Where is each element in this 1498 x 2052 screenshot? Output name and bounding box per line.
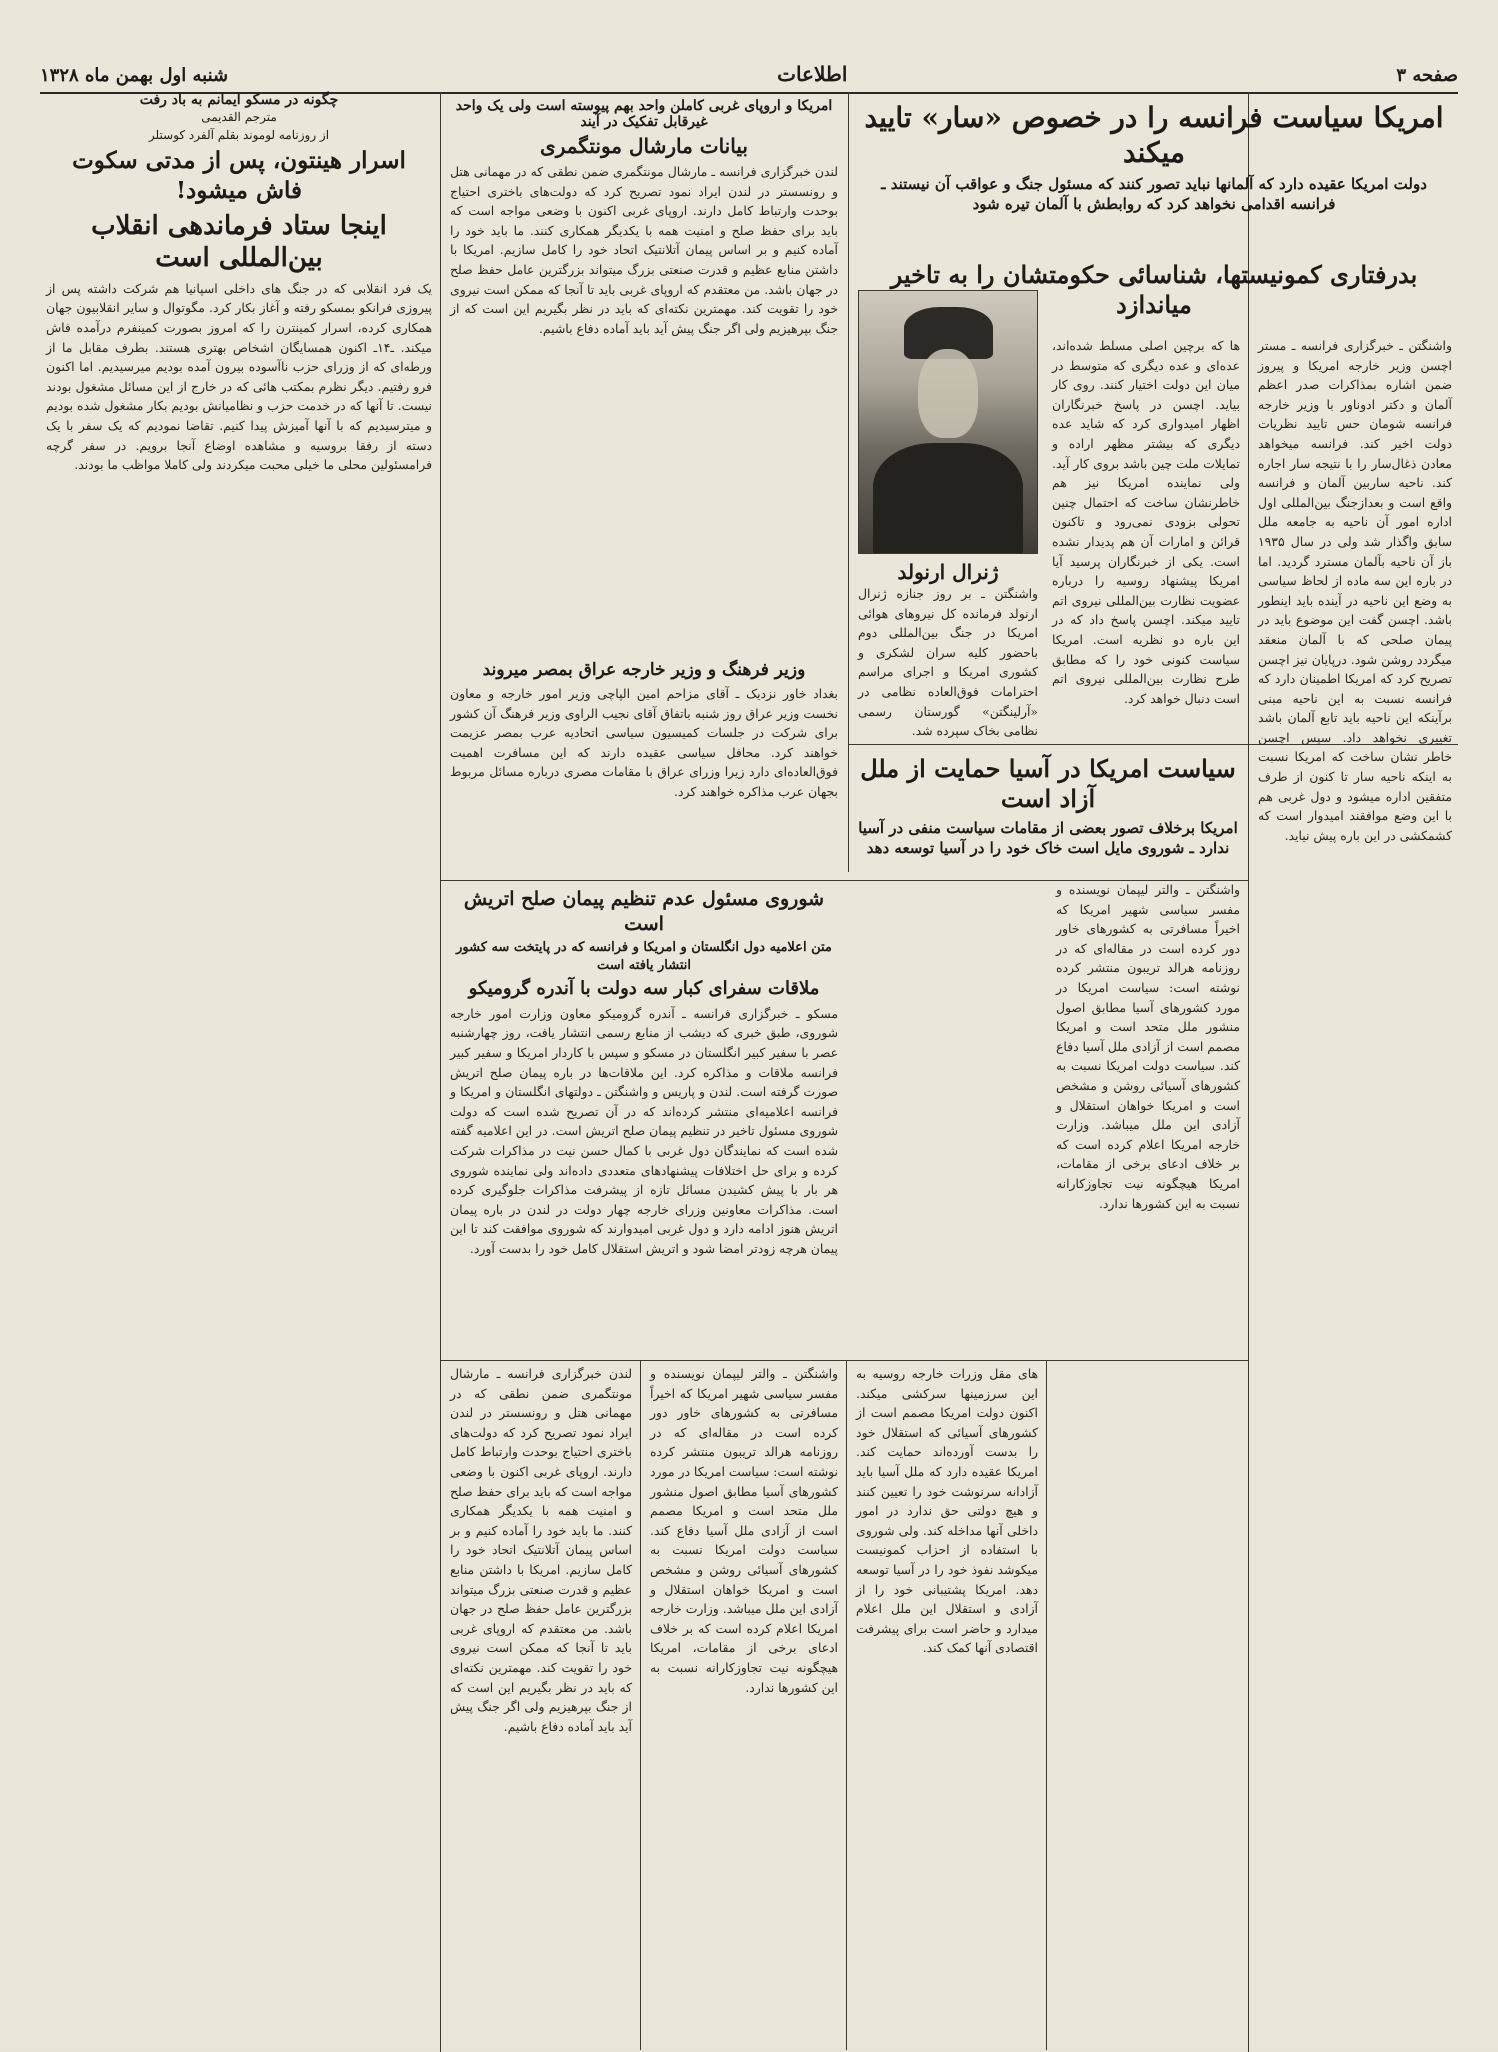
headline: امریکا سیاست فرانسه را در خصوص «سار» تایید میکند [864, 101, 1444, 169]
article-continuation [850, 1364, 1044, 2046]
kicker: چگونه در مسکو ایمانم به باد رفت [139, 92, 339, 108]
photo-caption-block [852, 560, 1044, 742]
photo-face [918, 349, 979, 438]
article-text: لندن خبرگزاری فرانسه ـ مارشال مونتگمری ضمن نطقی که در مهمانی هتل و رونسستر در لندن ایراد نمود تصریح کرد که دولت‌های باختری احتیاج بوحدت وارتباط کامل دارند. اروپای غربی اکنون با وضعی مواجه است که باید برای حفظ صلح و امنیت همه با یکدیگر همکاری کنند. ما باید خود را آماده کنیم و بر اساس پیمان آتلانتیک اتحاد خود را کامل سازیم. امریکا با داشتن منابع عظیم و قدرت صنعتی بزرگ میتواند بزرگترین عامل حفظ صلح در جهان باشد. من معتقدم که اروپای غربی باید تا آنجا که ممکن است نیروی خود را تقویت کند. مهمترین نکته‌ای که باید در نظر بگیریم این است که از جنگ بپرهیزیم ولی اگر جنگ پیش آید باید آماده دفاع باشیم. [450, 1366, 632, 1734]
article-asia-policy [850, 750, 1246, 878]
portrait-photo [858, 290, 1038, 554]
headline-secondary: ملاقات سفرای کبار سه دولت با آندره گرومیکو [468, 978, 820, 1000]
article-france-saar [850, 96, 1458, 256]
kicker: امریکا و اروپای غربی کاملن واحد بهم پیوسته است ولی یک واحد غیرقابل تفکیک در آیند [455, 98, 833, 130]
column-rule [1046, 1360, 1047, 2050]
article-body [1046, 336, 1246, 736]
article-text: واشنگتن ـ والتر لیپمان نویسنده و مفسر سیاسی شهیر امریکا که اخیراً مسافرتی به کشورهای خاور دور کرده است در مقاله‌ای که در روزنامه هرالد تریبون منتشر کرده نوشته است: سیاست امریکا در مورد کشورهای آسیا مطابق اصول منشور ملل متحد است و امریکا مصمم است از آزادی ملل آسیا دفاع کند. سیاست دولت امریکا نسبت به کشورهای آسیائی روشن و مشخص است و امریکا خواهان استقلال و آزادی این ملل میباشد. وزارت خارجه امریکا اعلام کرده است که بر خلاف ادعای برخی از مقامات، امریکا هیچگونه نیت تجاوزکارانه نسبت به این کشورها ندارد. [650, 1366, 838, 1695]
section-rule [848, 744, 1248, 745]
column-rule [640, 1360, 641, 2050]
article-montgomery [444, 96, 844, 656]
issue-date: شنبه اول بهمن ماه ۱۳۲۸ [40, 65, 229, 86]
column-rule [846, 1360, 847, 2050]
article-text: لندن خبرگزاری فرانسه ـ مارشال مونتگمری ضمن نطقی که در مهمانی هتل و رونسستر در لندن ایراد نمود تصریح کرد که دولت‌های باختری احتیاج بوحدت وارتباط کامل دارند. اروپای غربی اکنون با وضعی مواجه است که باید برای حفظ صلح و امنیت همه با یکدیگر همکاری کنند. ما باید خود را آماده کنیم و بر اساس پیمان آتلانتیک اتحاد خود را کامل سازیم. امریکا با داشتن منابع عظیم و قدرت صنعتی بزرگ میتواند بزرگترین عامل حفظ صلح در جهان باشد. من معتقدم که اروپای غربی باید تا آنجا که ممکن است نیروی خود را تقویت کند. مهمترین نکته‌ای که باید در نظر بگیریم این است که از جنگ بپرهیزیم ولی اگر جنگ پیش آید باید آماده دفاع باشیم. [450, 164, 838, 336]
article-text: واشنگتن ـ خبرگزاری فرانسه ـ مستر اچسن وزیر خارجه امریکا و پیروز ضمن اشاره بمذاکرات صدر اعظم آلمان و دکتر ادوناور با وزیر خارجه فرانسه شومان حس تایید نظریات دولت اخیر کند. فرانسه میخواهد معادن ذغال‌سار را با نتیجه سار اجاره کند. ناحیه ساربین آلمان و فرانسه واقع است و بعدازجنگ بین‌المللی اول اداره امور آن ناحیه به جامعه ملل سابق واگذار شد ولی در سال ۱۹۳۵ باز آن ناحیه بآلمان مسترد گردید. اما در باره این سه ماده از لحاظ سیاسی به وضع این ناحیه در آینده باید اینطور باشد. اچسن گفت این موضوع باید در پیمان صلحی که با آلمان منعقد میگردد روشن شود. درپایان نیز اچسن تصریح کرد که امریکا اطمینان دارد که فرانسه نسبت به این ناحیه مبنی برآینکه این ناحیه باید تابع آلمان باشد تغییری نخواهد داد. سپس اچسن خاطر نشان ساخت که امریکا نسبت به اینکه ناحیه سار تا کنون از طرف متفقین اداره میشود و دول غربی هم با این وضع موافقند امیدوار است که کشمکشی در این باره پیش نیاید. [1258, 338, 1452, 843]
article-body [1050, 880, 1246, 1356]
source-line: از روزنامه لوموند بقلم آلفرد کوستلر [148, 128, 330, 142]
headline: بیانات مارشال مونتگمری [540, 134, 748, 158]
headline: وزیر فرهنگ و وزیر خارجه عراق بمصر میروند [482, 660, 806, 680]
article-continuation [444, 1364, 638, 2046]
subheadline: متن اعلامیه دول انگلستان و امریکا و فرانسه که در پایتخت سه کشور انتشار یافته است [456, 940, 832, 973]
section-rule [440, 1360, 1248, 1361]
subheadline: دولت امریکا عقیده دارد که آلمانها نباید تصور کنند که مسئول جنگ و عواقب آن نیستند ـ فرانسه اقدامی نخواهد کرد که روابطش با آلمان تیره شود [881, 175, 1427, 214]
masthead [40, 52, 1458, 94]
photo-caption: ژنرال ارنولد [897, 560, 999, 584]
photo-uniform [873, 443, 1023, 553]
article-text: واشنگتن ـ والتر لیپمان نویسنده و مفسر سیاسی شهیر امریکا که اخیراً مسافرتی به کشورهای خاور دور کرده است در مقاله‌ای که در روزنامه هرالد تریبون منتشر کرده نوشته است: سیاست امریکا در مورد کشورهای آسیا مطابق اصول منشور ملل متحد است و امریکا مصمم است از آزادی ملل آسیا دفاع کند. سیاست دولت امریکا نسبت به کشورهای آسیائی روشن و مشخص است و امریکا خواهان استقلال و آزادی این ملل میباشد. وزارت خارجه امریکا اعلام کرده است که بر خلاف ادعای برخی از مقامات، امریکا هیچگونه نیت تجاوزکارانه نسبت به این کشورها ندارد. [1056, 882, 1240, 1211]
headline: شوروی مسئول عدم تنظیم پیمان صلح اتریش است [463, 888, 825, 935]
article-text: مسکو ـ خبرگزاری فرانسه ـ آندره گرومیکو معاون وزارت امور خارجه شوروی، طبق خبری که دیشب از منابع رسمی انتشار یافت، روز چهارشنبه عصر با سفیر کبیر انگلستان در مسکو و سپس با کاردار امریکا و سفیر کبیر فرانسه ملاقات و مذاکره کرد. این ملاقات‌ها در باره پیمان صلح اتریش صورت گرفته است. لندن و پاریس و واشنگتن ـ دولتهای انگلستان و امریکا و فرانسه اعلامیه‌ای منتشر کرده‌اند که در آن تصریح شده است که دولت شوروی مسئول تاخیر در تنظیم پیمان صلح اتریش است. در این اعلامیه گفته شده است که نمایندگان دول غربی با کمال حسن نیت در مذاکرات شرکت کرده و برای حل اختلافات پیشنهادهای متعددی داده‌اند ولی نماینده شوروی هر بار با پیش کشیدن مسائل تازه از پیشرفت مذاکرات جلوگیری کرده است. مذاکرات معاونین وزرای خارجه چهار دولت در لندن در باره پیمان اتریش هنوز ادامه دارد و دول غربی امیدوارند که شوروی موافقت کند تا این پیمان هرچه زودتر امضا شود و اتریش استقلال کامل خود را بدست آورد. [450, 1005, 838, 1256]
article-body [1252, 336, 1458, 2046]
headline: بدرفتاری کمونیستها، شناسائی حکومتشان را به تاخیر میاندازد [890, 260, 1418, 319]
article-text: بغداد خاور نزدیک ـ آقای مزاحم امین الپاچی وزیر امور خارجه و معاون نخست وزیر عراق روز شنبه باتفاق آقای نجیب الراوی وزیر فرهنگ آن کشور برای شرکت در جلسات کمیسیون سیاسی اتحادیه عرب بمصر عزیمت خواهند کرد. محافل سیاسی عقیده دارند که این مسافرت اهمیت فوق‌العاده‌ای دارد زیرا وزرای عراق با مقامات مصری درباره مسائل مربوط بجهان عرب مذاکره خواهند کرد. [450, 686, 838, 800]
article-iraq [444, 656, 844, 876]
article-continuation [644, 1364, 844, 2046]
column-rule [440, 92, 441, 2052]
article-text: واشنگتن ـ بر روز جنازه ژنرال ارنولد فرمانده کل نیروهای هوائی امریکا در جنگ بین‌المللی دوم باحضور کلیه سران لشکری و کشوری امریکا و اجرای مراسم احترامات فوق‌العاده نظامی در «آرلینگتن» گورستان رسمی نظامی بخاک سپرده شد. [858, 586, 1038, 739]
translator: مترجم القدیمی [201, 110, 277, 124]
column-rule [1248, 92, 1249, 2052]
article-kostler [40, 90, 438, 2046]
subheadline: امریکا برخلاف تصور بعضی از مقامات سیاست منفی در آسیا ندارد ـ شوروی مایل است خاک خود را در آسیا توسعه دهد [858, 819, 1238, 858]
headline: اسرار هینتون، پس از مدتی سکوت فاش میشود! [72, 147, 406, 204]
article-text: یک فرد انقلابی که در جنگ های داخلی اسپانیا هم شرکت داشته پس از پیروزی فرانکو بمسکو رفته و آغاز بکار کرد. مگوتوال و سایر انقلابیون جهان همکاری کرده، اسرار کمینترن را که امروز بصورت کمینفرم درآمده فاش میکند. ـ۱۴ـ اکنون همسایگان اشخاص بهتری هستند. بطرف مقابل ما از ورطه‌ای که از وزرای حزب ناآسوده بیرون آمده بودیم میرسیدیم. اما اکنون فرو رفتیم. دیگر نظرم بمکتب هائی که در خارج از این مسائل مشغول بودند نیست. تا آنها که در خدمت حزب و نظامیانش بودیم بکار مشغول شده بودیم و میترسیدیم که با آنها آمیزش پیدا کنیم. تقاضا نمودیم که یک سفر با یک دسته از رفقا بروسیه و مشاهده اوضاع آنجا برویم. در سفر گرچه فرامسئولین محلی ما خیلی محبت میکردند ولی کاملا مواظب ما بودند. [46, 280, 432, 473]
page-number: صفحه ۳ [1396, 65, 1458, 86]
paper-name: اطلاعات [777, 62, 848, 86]
headline: سیاست امریکا در آسیا حمایت از ملل آزاد است [860, 754, 1236, 813]
article-text: هاى مقل وزرات خارجه روسيه به این سرزمینها سرکشی میکند. اکنون دولت امریکا مصمم است از کشورهای آسیائی که استقلال خود را بدست آورده‌اند حمایت کند. امریکا عقیده دارد که ملل آسیا باید آزادانه سرنوشت خود را تعیین کنند و هیچ دولتی حق ندارد در امور داخلی آنها مداخله کند. ولی شوروی با استفاده از احزاب کمونیست میکوشد نفوذ خود را در آسیا توسعه دهد. امریکا پشتیبانی خود را از آزادی و استقلال این ملل اعلام میدارد و حاضر است برای پیشرفت اقتصادی آنها کمک کند. [856, 1366, 1038, 1656]
article-text: ها که برچین اصلی مسلط شده‌اند، عده‌ای و عده دیگری که متوسط در میان این دولت اختیار کنند. روی کار بیاید. اچسن در پاسخ خبرنگاران اظهار امیدواری کرد که شاید عده دیگری که بیشتر مظهر اراده و تمایلات ملت چین باشد بروی کار آید. ولی نماینده امریکا نیز هم خاطرنشان ساخت که احتمال چنین تحولی بزودی نمی‌رود و تاکنون قرائن و امارات آن هم پدیدار نشده است. یکی از خبرنگاران پرسید آیا امریکا پیشنهاد روسیه را درباره عضویت نظارت بین‌المللی نیروی اتم تایید میکند. اچسن پاسخ داد که در این باره دو نظریه است. امریکا سیاست کنونی خود را که مطابق طرح نظارت بین‌المللی نیروی اتم است دنبال خواهد کرد. [1052, 338, 1240, 706]
headline-secondary: اینجا ستاد فرماندهی انقلاب بین‌المللی است [91, 210, 387, 274]
article-soviet-austria [444, 884, 844, 1358]
column-rule [848, 92, 849, 872]
